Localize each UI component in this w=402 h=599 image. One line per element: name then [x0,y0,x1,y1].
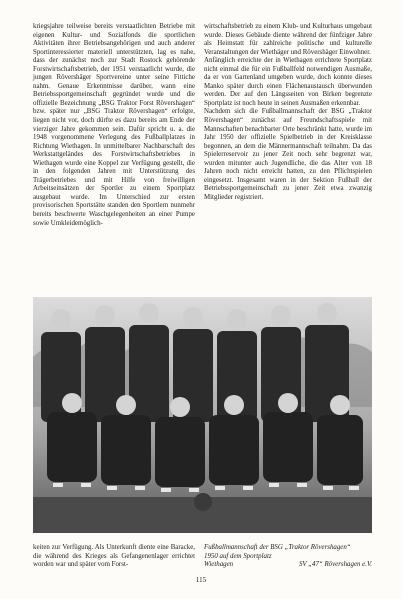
left-text-column [33,23,195,228]
photo-caption [204,544,372,570]
continuation-text [33,544,195,570]
paragraph: kriegsjahre teilweise bereits verstaatlichten Betriebe mit eigenen Kultur- und Sozialfonds die sportlichen Aktivitäten ihrer Betriebsangehörigen und auch anderer Sportinteressierter materiell unterstützten, lag es nahe, dass der zunächst noch zur Stadt Rostock gehörende Forstwirtschaftsbetrieb, der 1951 verstaatlicht wurde, die jungen Rövershäger Sportvereine unter seine Fittiche nahm. Genaue Erkenntnisse darüber, wann eine Betriebssportgemeinschaft gegründet wurde und die offizielle Bezeichnung „BSG Traktor Forst Rövershagen“ bzw. später nur „BSG Traktor Rövershagen“ erfolgte, liegen nicht vor, doch dürfte es dazu bereits am Ende der vierziger Jahre gekommen sein. Dafür spricht u. a. die 1948 vorgenommene Verlegung des Fußballplatzes in Richtung Wiethagen. In unmittelbarer Nachbarschaft des Werkstattgeländes des Forstwirtschaftsbetriebes in Wiethagen wurde eine Koppel zur Verfügung gestellt, die in den folgenden Jahren mit Unterstützung des Trägerbetriebes und mit Hilfe von freiwilligen Arbeitseinsätzen der Sportler zu einem Sportplatz ausgebaut wurde. Im Unterschied zur ersten provisorischen Sportstätte standen den Sportlern nunmehr bereits beschwerte Waschgelegenheiten an einer Pumpe sowie Umkleidemöglich- [33,23,195,227]
caption-line: Fußballmannschaft der BSG „Traktor Rövershagen“ [204,544,351,551]
caption-credit: SV „47“ Rövershagen e.V. [298,561,372,569]
paragraph: Anfänglich erreichte der in Wiethagen errichtete Sportplatz nicht einmal die für ein Fußballfeld notwendigen Ausmaße, da er von Gartenland umgeben wurde, doch konnte dieses Manko später durch einen Flächenaustausch überwunden werden. Der auf den Längsseiten von Birken begrenzte Sportplatz ist noch heute in seinen Ausmaßen erkennbar. [204,57,372,107]
paragraph: keiten zur Verfügung. Als Unterkunft diente eine Baracke, die während des Krieges als Gefangenenlager errichtet worden war und später vom Forst- [33,544,195,569]
caption-line: 1950 auf dem Sportplatz [204,552,272,560]
caption-location: Wiethagen [204,561,234,569]
right-text-column [204,23,372,202]
team-photo [33,297,372,533]
paragraph: Nachdem sich die Fußballmannschaft der BSG „Traktor Rövershagen“ zunächst auf Freundschaftsspiele mit Mannschaften benachbarter Orte beschränkt hatte, wurde im Jahr 1950 der offizielle Spielbetrieb in der Kreisklasse begonnen, an dem die Männermannschaft teilnahm. Da das Spielerreservoir zu jener Zeit noch sehr begrenzt war, wurden mitunter auch Jugendliche, die das Alter von 18 Jahren noch nicht erreicht hatten, zu den Pflichtspielen eingesetzt. Insgesamt waren in der Sektion Fußball der Betriebssportgemeinschaft zu jener Zeit etwa zwanzig Mitglieder registriert. [204,108,372,201]
paragraph: wirtschaftsbetrieb zu einem Klub- und Kulturhaus umgebaut wurde. Dieses Gebäude diente während der fünfziger Jahre als Heimstatt für zahlreiche politische und kulturelle Veranstaltungen der Wiethäger und Rövershäger Einwohner. [204,23,372,56]
page-number: 115 [195,576,207,584]
